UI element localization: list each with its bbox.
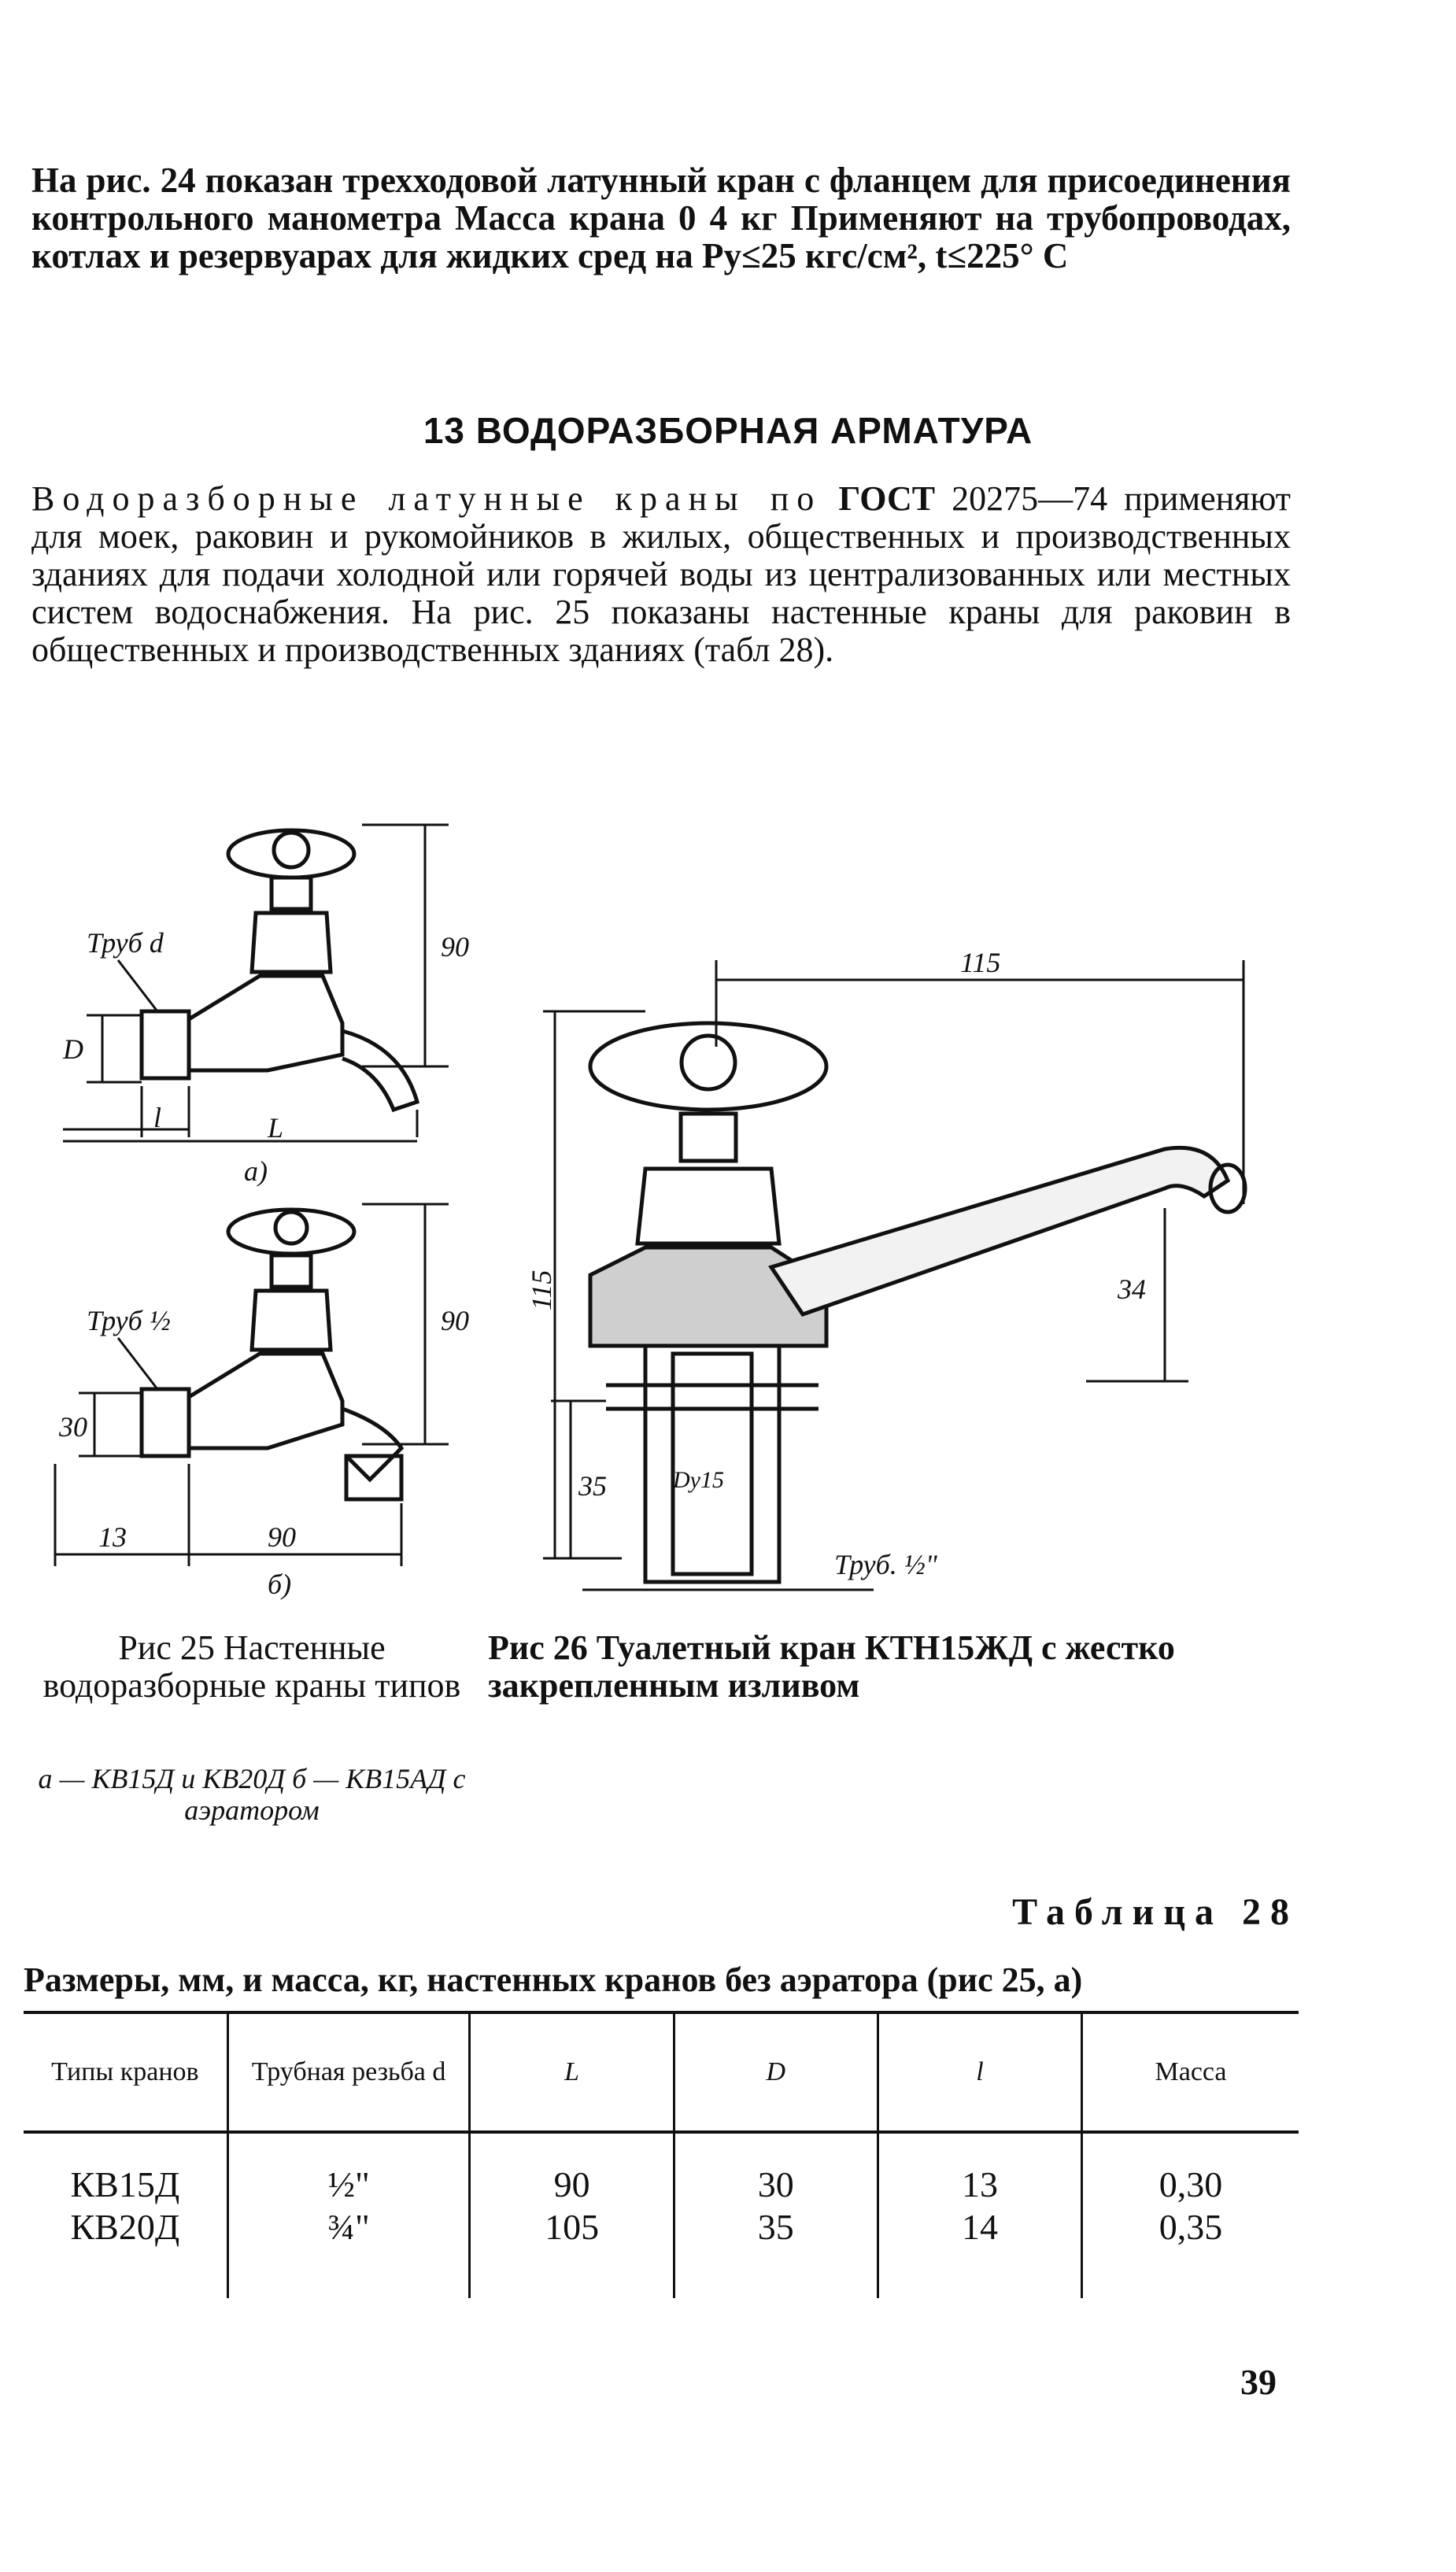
body-paragraph-rest: 20275—74 применяют для моек, раковин и рукомойников в жилых, общественных и производственных зданиях для подачи холодной или горячей воды из централизованных или местных систем водоснабжения. На рис. 25 показаны настенные краны для раковин в общественных и производственных зданиях (табл 28). [31,479,1291,669]
caption-25-title: Рис 25 Настенные водоразборные краны типов [42,1628,461,1705]
body-paragraph [31,480,1291,669]
row2-L: 105 [545,2207,600,2247]
cell-mass [1082,2132,1299,2298]
fig25-sub-b: б) [268,1569,292,1600]
fig25-dim-90: 90 [441,931,469,963]
figure-25-drawing [31,787,519,1613]
row1-l: 13 [961,2164,998,2204]
row2-mass: 0,35 [1159,2207,1223,2247]
fig26-thread-label: Труб. ½" [834,1549,937,1580]
header-l: l [878,2012,1081,2132]
fig26-dim-115-top: 115 [960,947,1001,978]
fig26-dn-label: Dу15 [673,1467,724,1493]
row1-L: 90 [553,2164,590,2204]
fig25-dim-90-bottom: 90 [268,1521,296,1553]
fig25-b-thread-label: Труб ½ [87,1305,171,1336]
fig26-dim-35: 35 [578,1470,607,1502]
fig25-a-thread-label: Труб d [87,927,164,959]
fig26-dim-34: 34 [1118,1273,1146,1305]
cell-l [878,2132,1081,2298]
row1-D: 30 [757,2164,794,2204]
header-mass: Масса [1082,2012,1299,2132]
row2-l: 14 [961,2207,998,2247]
caption-25-subtitle: а — КВ15Д и КВ20Д б — КВ15АД с аэратором [38,1763,466,1826]
header-L: L [470,2012,674,2132]
row2-D: 35 [757,2207,794,2247]
cell-types [24,2132,227,2298]
caption-26-title: Рис 26 Туалетный кран КТН15ЖД с жестко закрепленным изливом [488,1628,1175,1705]
fig25-sub-a: а) [244,1155,268,1187]
caption-figure-25 [31,1629,472,1705]
table-subtitle: Размеры, мм, и масса, кг, настенных кранов без аэратора (рис 25, а) [24,1960,1083,1999]
table-row [24,2132,1299,2298]
row1-type: КВ15Д [70,2164,180,2204]
header-D: D [674,2012,878,2132]
header-thread: Трубная резьба d [227,2012,470,2132]
caption-figure-26 [488,1629,1299,1705]
row1-mass: 0,30 [1159,2164,1223,2204]
header-types: Типы кранов [24,2012,227,2132]
cell-thread [227,2132,470,2298]
table-title: Таблица 28 [1012,1891,1299,1933]
intro-paragraph: На рис. 24 показан трехходовой латунный кран с фланцем для присоединения контрольного манометра Масса крана 0 4 кг Применяют на трубопроводах, котлах и резервуарах для жидких сред на Pу≤25 кгс/см², t≤225° С [31,161,1291,275]
row1-thread: ½" [327,2164,370,2204]
section-heading: 13 ВОДОРАЗБОРНАЯ АРМАТУРА [423,410,1033,451]
body-paragraph-lead: Водоразборные латунные краны по [31,479,822,518]
figure-26-drawing [526,944,1291,1613]
fig25-dim-D: D [63,1033,83,1065]
cell-L [470,2132,674,2298]
fig25-dim-13: 13 [98,1521,127,1553]
fig26-dim-115-side: 115 [526,1269,557,1310]
faucet-b-drawing [142,1210,401,1499]
fig25-dim-l: l [153,1102,162,1133]
page-number: 39 [1240,2362,1277,2402]
row2-type: КВ20Д [70,2207,180,2247]
data-table [24,2011,1299,2298]
row2-thread: ¾" [327,2207,370,2247]
faucet-a-drawing [142,830,417,1110]
fig25-dim-30: 30 [59,1411,87,1443]
fig25-dim-L: L [268,1112,284,1144]
body-paragraph-gost: ГОСТ [838,479,936,518]
table-header-row [24,2012,1299,2132]
cell-D [674,2132,878,2298]
fig25-dim-90-b: 90 [441,1305,469,1336]
